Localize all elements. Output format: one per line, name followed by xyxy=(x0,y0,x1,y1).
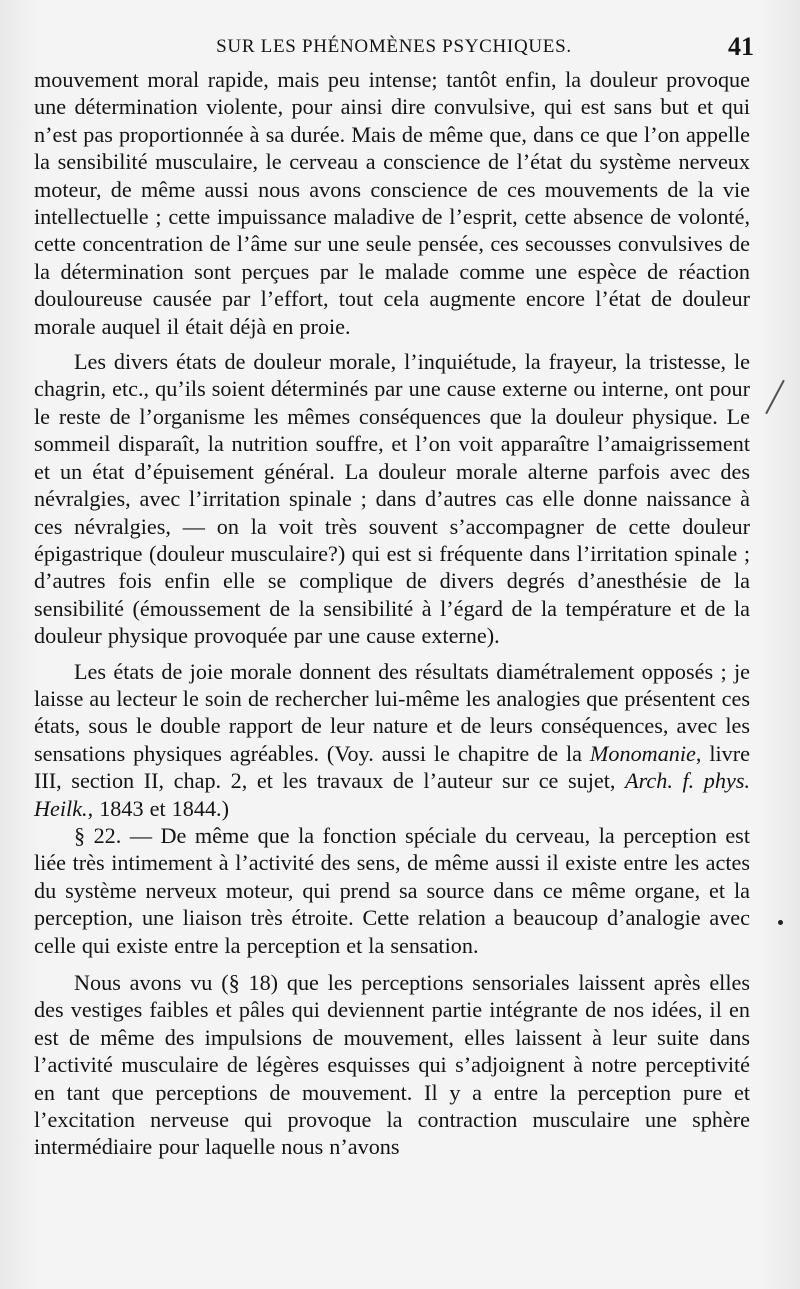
text-run: , livre III, section II, chap. 2, et les travaux de l’auteur sur ce sujet, xyxy=(34,740,750,794)
paragraph-continuation: mouvement moral rapide, mais peu intense; tantôt enfin, la douleur provoque une détermination violente, pour ainsi dire convulsive, qui est sans but et qui n’est pas proportionnée à sa durée. Mais de même que, dans ce que l’on appelle la sensibilité musculaire, le cerveau a conscience de l’état du système nerveux moteur, de même aussi nous avons conscience de ces mouvements de la vie intellectuelle ; cette impuissance maladive de l’esprit, cette absence de volonté, cette concentration de l’âme sur une seule pensée, ces secousses convulsives de la détermination sont perçues par le malade comme une espèce de réaction douloureuse causée par l’effort, tout cela augmente encore l’état de douleur morale auquel il était déjà en proie. xyxy=(34,67,750,339)
text-run: , 1843 et 1844.) xyxy=(87,795,229,821)
italic-title-monomanie: Monomanie xyxy=(589,740,696,766)
text-run: Les états de joie morale donnent des résultats diamétralement opposés ; je laisse au lecteur le soin de rechercher lui-même les analogies que présentent ces états, sous le double rapport de leur nature et de leurs conséquences, avec les sensations physiques agréables. (Voy. aussi le chapitre de la xyxy=(34,658,750,766)
running-title: SUR LES PHÉNOMÈNES PSYCHIQUES. xyxy=(216,36,572,57)
page-number: 41 xyxy=(728,32,754,61)
running-header xyxy=(34,34,754,64)
paragraph-gap xyxy=(34,650,750,658)
paragraph-perceptions: Nous avons vu (§ 18) que les perceptions sensoriales laissent après elles des vestiges faibles et pâles qui deviennent partie intégrante de nos idées, il en est de même des impulsions de mouvement, elles laissent à leur suite dans l’activité musculaire de légères esquisses qui s’adjoignent à notre perceptivité en tant que perceptions de mouvement. Il y a entre la perception pure et l’excitation nerveuse qui provoque la contraction musculaire une sphère intermédiaire pour laquelle nous n’avons xyxy=(34,970,750,1160)
margin-pencil-mark xyxy=(765,380,785,414)
body-text xyxy=(34,66,750,1161)
paragraph-gap xyxy=(34,340,750,348)
paragraph-gap xyxy=(34,959,750,969)
paragraph-section-22: § 22. — De même que la fonction spéciale du cerveau, la perception est liée très intimement à l’activité des sens, de même aussi il existe entre les actes du système nerveux moteur, qui prend sa source dans ce même organe, et la perception, une liaison très étroite. Cette relation a beaucoup d’analogie avec celle qui existe entre la perception et la sensation. xyxy=(34,822,750,958)
margin-dot-mark xyxy=(778,920,783,925)
paragraph-moral-pain: Les divers états de douleur morale, l’inquiétude, la frayeur, la tristesse, le chagrin, etc., qu’ils soient déterminés par une cause externe ou interne, ont pour le reste de l’organisme les mêmes conséquences que la douleur physique. Le sommeil disparaît, la nutrition souffre, et l’on voit apparaître l’amaigrissement et un état d’épuisement général. La douleur morale alterne parfois avec des névralgies, avec l’irritation spinale ; dans d’autres cas elle donne naissance à ces névralgies, — on la voit très souvent s’accompagner de cette douleur épigastrique (douleur musculaire?) qui est si fréquente dans l’irritation spinale ; d’autres fois enfin elle se complique de divers degrés d’anesthésie de la sensibilité (émoussement de la sensibilité à l’égard de la température et de la douleur physique provoquée par une cause externe). xyxy=(34,349,750,649)
paragraph-moral-joy xyxy=(34,658,750,822)
italic-journal-reference: Arch. f. phys. Heilk. xyxy=(34,768,750,821)
